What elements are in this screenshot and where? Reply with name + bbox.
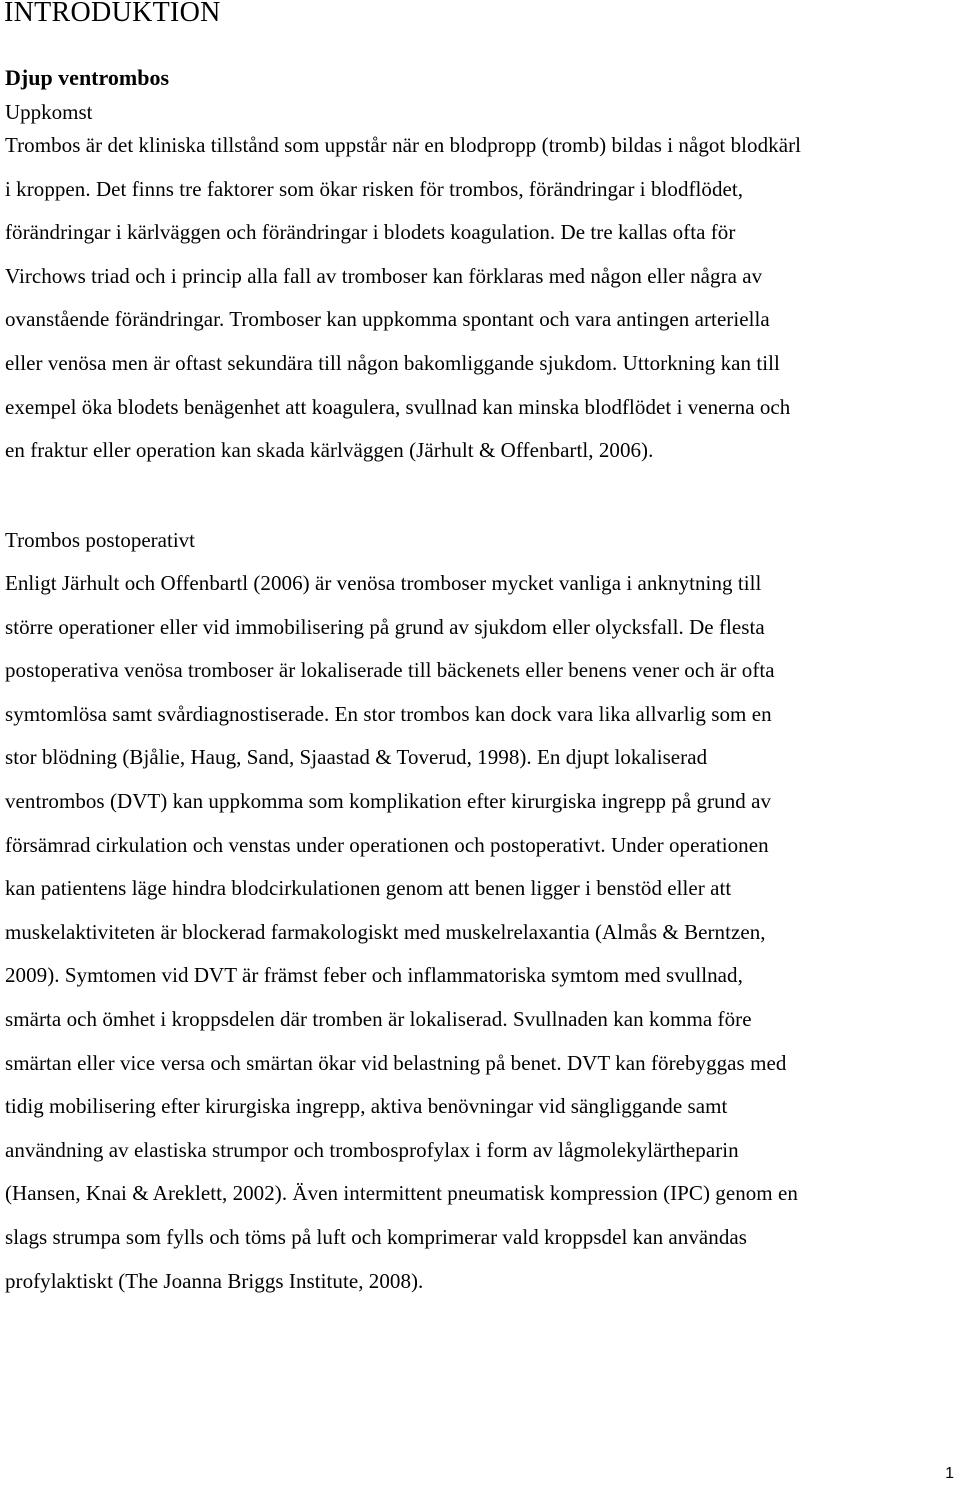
- text-line: smärtan eller vice versa och smärtan ökar vid belastning på benet. DVT kan förebyggas med: [5, 1050, 787, 1075]
- text-line: muskelaktiviteten är blockerad farmakologiskt med muskelrelaxantia (Almås & Berntzen,: [5, 919, 766, 944]
- text-line: exempel öka blodets benägenhet att koagulera, svullnad kan minska blodflödet i venerna och: [5, 394, 791, 419]
- text-line: slags strumpa som fylls och töms på luft och komprimerar vald kroppsdel kan användas: [5, 1224, 747, 1249]
- page-number: 1: [945, 1465, 954, 1482]
- text-line: symtomlösa samt svårdiagnostiserade. En stor trombos kan dock vara lika allvarlig som en: [5, 701, 772, 726]
- text-line: användning av elastiska strumpor och trombosprofylax i form av lågmolekylärtheparin: [5, 1137, 739, 1162]
- text-line: kan patientens läge hindra blodcirkulationen genom att benen ligger i benstöd eller att: [5, 876, 732, 901]
- text-line: 2009). Symtomen vid DVT är främst feber och inflammatoriska symtom med svullnad,: [5, 963, 743, 988]
- text-line: Trombos är det kliniska tillstånd som uppstår när en blodpropp (tromb) bildas i något blodkärl: [5, 133, 801, 157]
- main-heading: INTRODUKTION: [4, 0, 221, 28]
- paragraph-uppkomst: [5, 130, 960, 479]
- text-line: ventrombos (DVT) kan uppkomma som komplikation efter kirurgiska ingrepp på grund av: [5, 788, 772, 813]
- text-line: förändringar i kärlväggen och förändringar i blodets koagulation. De tre kallas ofta för: [5, 220, 736, 245]
- text-line: en fraktur eller operation kan skada kärlväggen (Järhult & Offenbartl, 2006).: [5, 438, 654, 463]
- subheading-trombos-postoperativt: Trombos postoperativt: [5, 528, 195, 552]
- text-line: profylaktiskt (The Joanna Briggs Institute, 2008).: [5, 1268, 424, 1293]
- text-line: eller venösa men är oftast sekundära till någon bakomliggande sjukdom. Uttorkning kan till: [5, 350, 780, 375]
- text-line: postoperativa venösa tromboser är lokaliserade till bäckenets eller benens vener och är ofta: [5, 658, 775, 683]
- text-line: tidig mobilisering efter kirurgiska ingrepp, aktiva benövningar vid sängliggande samt: [5, 1094, 728, 1119]
- text-line: (Hansen, Knai & Areklett, 2002). Även intermittent pneumatisk kompression (IPC) genom en: [5, 1181, 798, 1206]
- paragraph-trombos-postoperativt: [5, 568, 960, 1309]
- text-line: i kroppen. Det finns tre faktorer som ökar risken för trombos, förändringar i blodflödet,: [5, 176, 744, 201]
- subheading-uppkomst: Uppkomst: [5, 100, 93, 124]
- text-line: stor blödning (Bjålie, Haug, Sand, Sjaastad & Toverud, 1998). En djupt lokaliserad: [5, 745, 708, 770]
- text-line: försämrad cirkulation och venstas under operationen och postoperativt. Under operationen: [5, 832, 769, 857]
- text-line: ovanstående förändringar. Tromboser kan uppkomma spontant och vara antingen arteriella: [5, 307, 770, 332]
- text-line: Virchows triad och i princip alla fall av tromboser kan förklaras med någon eller några av: [5, 263, 763, 288]
- text-line: smärta och ömhet i kroppsdelen där tromben är lokaliserad. Svullnaden kan komma före: [5, 1006, 752, 1031]
- text-line: Enligt Järhult och Offenbartl (2006) är venösa tromboser mycket vanliga i anknytning till: [5, 571, 762, 595]
- text-line: större operationer eller vid immobilisering på grund av sjukdom eller olycksfall. De flesta: [5, 614, 765, 639]
- section-heading: Djup ventrombos: [5, 65, 170, 90]
